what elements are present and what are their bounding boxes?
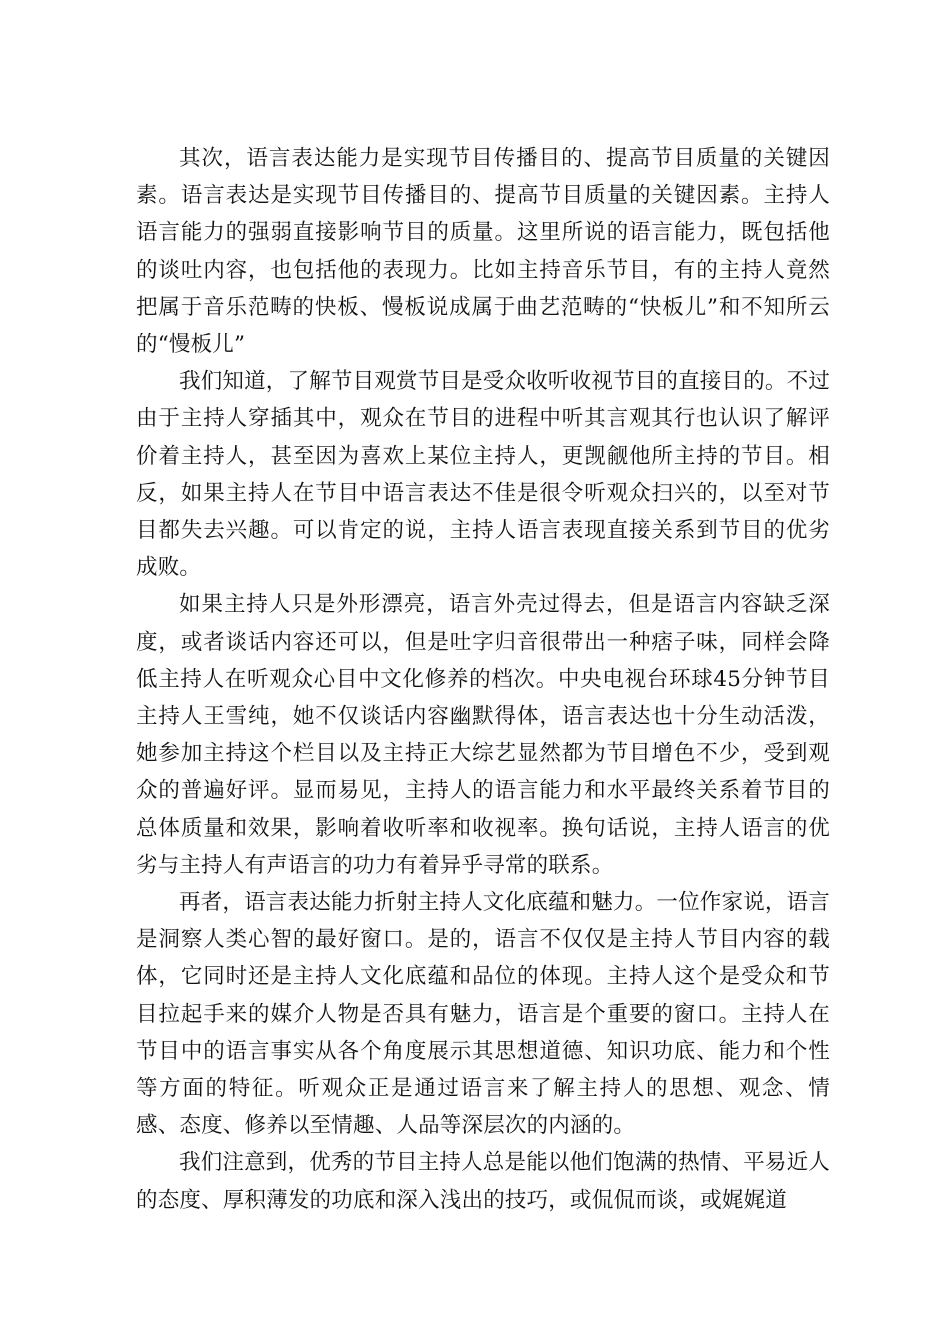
paragraph-5: 我们注意到，优秀的节目主持人总是能以他们饱满的热情、平易近人的态度、厚积薄发的功底和深入浅出的技巧，或侃侃而谈，或娓娓道 [136, 1150, 831, 1213]
paragraph-4: 再者，语言表达能力折射主持人文化底蕴和魅力。一位作家说，语言是洞察人类心智的最好窗口。是的，语言不仅仅是主持人节目内容的载体，它同时还是主持人文化底蕴和品位的体现。主持人这个是受众和节目拉起手来的媒介人物是否具有魅力，语言是个重要的窗口。主持人在节目中的语言事实从各个角度展示其思想道德、知识功底、能力和个性等方面的特征。听观众正是通过语言来了解主持人的思想、观念、情感、态度、修养以至情趣、人品等深层次的内涵的。 [136, 890, 831, 1139]
document-body [136, 140, 830, 1219]
paragraph-2: 我们知道，了解节目观赏节目是受众收听收视节目的直接目的。不过由于主持人穿插其中，观众在节目的进程中听其言观其行也认识了解评价着主持人，甚至因为喜欢上某位主持人，更觊觎他所主持的节目。相反，如果主持人在节目中语言表达不佳是很令听观众扫兴的，以至对节目都失去兴趣。可以肯定的说，主持人语言表现直接关系到节目的优劣成败。 [136, 369, 831, 581]
paragraph-3: 如果主持人只是外形漂亮，语言外壳过得去，但是语言内容缺乏深度，或者谈话内容还可以，但是吐字归音很带出一种痞子味，同样会降低主持人在听观众心目中文化修养的档次。中央电视台环球45分钟节目主持人王雪纯，她不仅谈话内容幽默得体，语言表达也十分生动活泼，她参加主持这个栏目以及主持正大综艺显然都为节目增色不少，受到观众的普遍好评。显而易见，主持人的语言能力和水平最终关系着节目的总体质量和效果，影响着收听率和收视率。换句话说，主持人语言的优劣与主持人有声语言的功力有着异乎寻常的联系。 [136, 592, 830, 878]
paragraph-1: 其次，语言表达能力是实现节目传播目的、提高节目质量的关键因素。语言表达是实现节目传播目的、提高节目质量的关键因素。主持人语言能力的强弱直接影响节目的质量。这里所说的语言能力，既包括他的谈吐内容，也包括他的表现力。比如主持音乐节目，有的主持人竟然把属于音乐范畴的快板、慢板说成属于曲艺范畴的“快板儿”和不知所云的“慢板儿” [136, 146, 830, 358]
